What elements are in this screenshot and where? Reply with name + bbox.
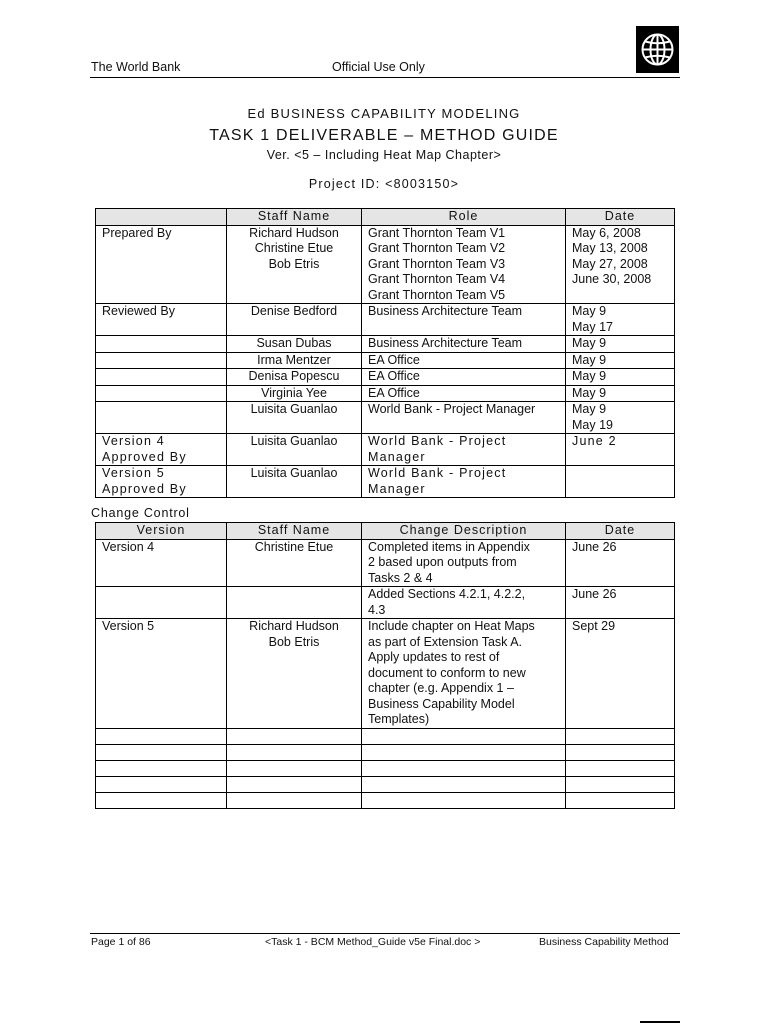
- change-date: [566, 792, 675, 808]
- change-version: Version 4: [96, 539, 227, 587]
- signoff-header-name: Staff Name: [227, 209, 362, 226]
- globe-icon: [636, 26, 679, 73]
- signoff-name: Luisita Guanlao: [227, 466, 362, 498]
- signoff-role: EA Office: [362, 352, 566, 369]
- table-row: [96, 587, 675, 619]
- signoff-label: [96, 336, 227, 353]
- change-header-date: Date: [566, 523, 675, 540]
- change-date: June 26: [566, 539, 675, 587]
- change-description: [362, 760, 566, 776]
- signoff-label: [96, 385, 227, 402]
- footer-section: Business Capability Method: [539, 936, 669, 948]
- signoff-label: Prepared By: [96, 225, 227, 304]
- change-description: Added Sections 4.2.1, 4.2.2, 4.3: [362, 587, 566, 619]
- change-version: [96, 587, 227, 619]
- table-row: [96, 434, 675, 466]
- signoff-label: Version 4 Approved By: [96, 434, 227, 466]
- table-row: [96, 744, 675, 760]
- table-row: [96, 792, 675, 808]
- header-classification: Official Use Only: [332, 60, 425, 74]
- change-control-caption: Change Control: [91, 506, 190, 520]
- signoff-label: [96, 352, 227, 369]
- signoff-name: Virginia Yee: [227, 385, 362, 402]
- change-description: Include chapter on Heat Maps as part of Extension Task A. Apply updates to rest of document to conform to new chapter (e.g. Appendix 1 – Business Capability Model Templates): [362, 619, 566, 729]
- change-date: [566, 776, 675, 792]
- change-version: [96, 776, 227, 792]
- change-name: Christine Etue: [227, 539, 362, 587]
- project-id: Project ID: <8003150>: [308, 177, 460, 191]
- signoff-name: Luisita Guanlao: [227, 434, 362, 466]
- change-header-name: Staff Name: [227, 523, 362, 540]
- change-version: [96, 792, 227, 808]
- doc-title-line1: Ed BUSINESS CAPABILITY MODELING: [247, 106, 521, 121]
- footer-filename: <Task 1 - BCM Method_Guide v5e Final.doc >: [265, 936, 481, 948]
- table-row: [96, 336, 675, 353]
- change-name: [227, 587, 362, 619]
- table-row: [96, 760, 675, 776]
- change-description: [362, 744, 566, 760]
- signoff-date: May 9: [566, 352, 675, 369]
- change-header-description: Change Description: [362, 523, 566, 540]
- table-row: [96, 225, 675, 304]
- change-name: [227, 792, 362, 808]
- signoff-header-role: Role: [362, 209, 566, 226]
- change-version: Version 5: [96, 619, 227, 729]
- signoff-role: World Bank - Project Manager: [362, 402, 566, 434]
- signoff-label: Version 5 Approved By: [96, 466, 227, 498]
- change-version: [96, 744, 227, 760]
- signoff-name: Richard Hudson Christine Etue Bob Etris: [227, 225, 362, 304]
- signoff-date: May 9 May 17: [566, 304, 675, 336]
- change-name: [227, 776, 362, 792]
- signoff-role: Grant Thornton Team V1 Grant Thornton Team V2 Grant Thornton Team V3 Grant Thornton Team V4 Grant Thornton Team V5: [362, 225, 566, 304]
- signoff-date: June 2: [566, 434, 675, 466]
- signoff-name: Denise Bedford: [227, 304, 362, 336]
- change-date: [566, 744, 675, 760]
- table-row: [96, 619, 675, 729]
- signoff-date: May 9: [566, 336, 675, 353]
- signoff-role: EA Office: [362, 385, 566, 402]
- change-name: [227, 760, 362, 776]
- table-row: [96, 539, 675, 587]
- change-version: [96, 760, 227, 776]
- page-edge-mark: [640, 1021, 680, 1023]
- signoff-header-blank: [96, 209, 227, 226]
- change-control-table: [95, 522, 675, 809]
- change-name: [227, 744, 362, 760]
- change-version: [96, 728, 227, 744]
- signoff-date: [566, 466, 675, 498]
- change-description: [362, 792, 566, 808]
- header-rule: [90, 77, 680, 78]
- table-row: [96, 304, 675, 336]
- signoff-label: [96, 402, 227, 434]
- world-bank-logo: [636, 26, 679, 73]
- signoff-role: Business Architecture Team: [362, 336, 566, 353]
- table-row: [96, 466, 675, 498]
- change-date: June 26: [566, 587, 675, 619]
- signoff-header-row: [96, 209, 675, 226]
- change-name: [227, 728, 362, 744]
- table-row: [96, 776, 675, 792]
- footer-page-number: Page 1 of 86: [91, 936, 151, 948]
- signoff-date: May 9: [566, 385, 675, 402]
- table-row: [96, 352, 675, 369]
- signoff-role: EA Office: [362, 369, 566, 386]
- signoff-name: Irma Mentzer: [227, 352, 362, 369]
- signoff-table: [95, 208, 675, 498]
- footer-rule: [90, 933, 680, 934]
- signoff-date: May 6, 2008 May 13, 2008 May 27, 2008 June 30, 2008: [566, 225, 675, 304]
- signoff-date: May 9: [566, 369, 675, 386]
- signoff-name: Denisa Popescu: [227, 369, 362, 386]
- signoff-role: Business Architecture Team: [362, 304, 566, 336]
- table-row: [96, 385, 675, 402]
- change-date: [566, 760, 675, 776]
- doc-title-line2: TASK 1 DELIVERABLE – METHOD GUIDE: [209, 127, 559, 144]
- signoff-role: World Bank - Project Manager: [362, 466, 566, 498]
- signoff-name: Susan Dubas: [227, 336, 362, 353]
- change-header-row: [96, 523, 675, 540]
- signoff-name: Luisita Guanlao: [227, 402, 362, 434]
- signoff-date: May 9 May 19: [566, 402, 675, 434]
- change-date: [566, 728, 675, 744]
- change-description: [362, 776, 566, 792]
- change-description: [362, 728, 566, 744]
- signoff-header-date: Date: [566, 209, 675, 226]
- signoff-role: World Bank - Project Manager: [362, 434, 566, 466]
- change-header-version: Version: [96, 523, 227, 540]
- table-row: [96, 728, 675, 744]
- change-name: Richard Hudson Bob Etris: [227, 619, 362, 729]
- change-description: Completed items in Appendix 2 based upon outputs from Tasks 2 & 4: [362, 539, 566, 587]
- table-row: [96, 402, 675, 434]
- header-org: The World Bank: [91, 60, 181, 74]
- change-date: Sept 29: [566, 619, 675, 729]
- signoff-label: [96, 369, 227, 386]
- table-row: [96, 369, 675, 386]
- doc-version: Ver. <5 – Including Heat Map Chapter>: [266, 148, 502, 162]
- signoff-label: Reviewed By: [96, 304, 227, 336]
